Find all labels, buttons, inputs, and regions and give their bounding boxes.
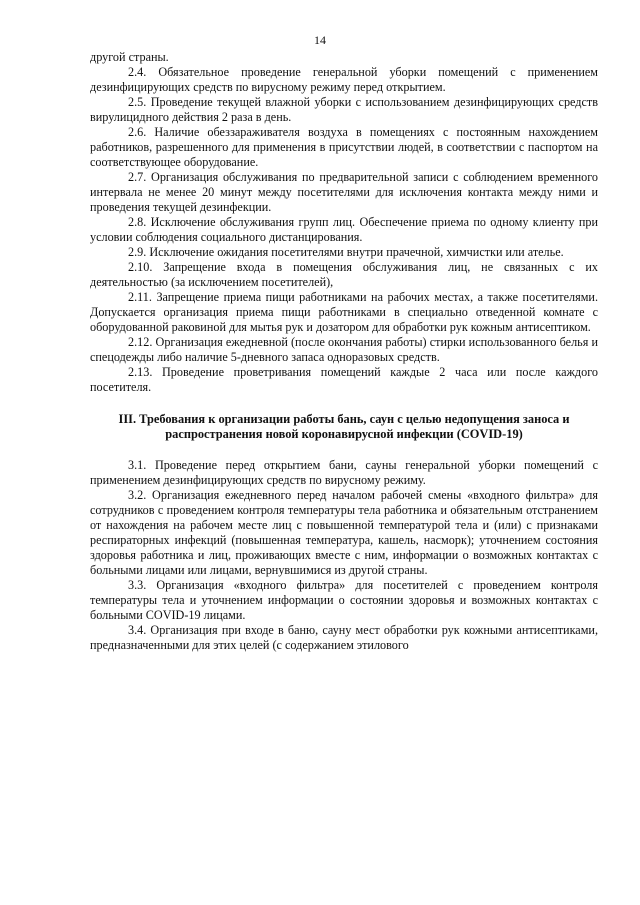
paragraph-2-9: 2.9. Исключение ожидания посетителями внутри прачечной, химчистки или ателье.	[128, 245, 564, 259]
document-body	[90, 50, 598, 653]
paragraph-2-7: 2.7. Организация обслуживания по предварительной записи с соблюдением временного интервала не менее 20 минут между посетителями для исключения контакта между ними и проведения текущей дезинфекции.	[90, 170, 598, 214]
paragraph-3-2: 3.2. Организация ежедневного перед началом рабочей смены «входного фильтра» для сотрудников с проведением контроля температуры тела работника и обязательным отстранением от нахождения на рабочем месте лиц с повышенной температурой тела и (или) с признаками респираторных инфекций (повышенная температура, кашель, насморк); уточнением состояния здоровья работника и лиц, проживающих вместе с ним, информации о возможных контактах с больными лицами или лицами, вернувшимися из другой страны.	[90, 488, 598, 577]
paragraph-2-10: 2.10. Запрещение входа в помещения обслуживания лиц, не связанных с их деятельностью (за исключением посетителей),	[90, 260, 598, 289]
paragraph-2-4: 2.4. Обязательное проведение генеральной уборки помещений с применением дезинфицирующих средств по вирусному режиму перед открытием.	[90, 65, 598, 94]
paragraph-3-1: 3.1. Проведение перед открытием бани, сауны генеральной уборки помещений с применением дезинфицирующих средств по вирусному режиму.	[90, 458, 598, 487]
paragraph-2-13: 2.13. Проведение проветривания помещений каждые 2 часа или после каждого посетителя.	[90, 365, 598, 394]
paragraph-continuation: другой страны.	[90, 50, 169, 64]
section-3-heading: III. Требования к организации работы бань, саун с целью недопущения заноса и распространения новой коронавирусной инфекции (COVID-19)	[118, 412, 570, 441]
paragraph-2-8: 2.8. Исключение обслуживания групп лиц. Обеспечение приема по одному клиенту при условии соблюдения социального дистанцирования.	[90, 215, 598, 244]
paragraph-3-4: 3.4. Организация при входе в баню, сауну мест обработки рук кожными антисептиками, предназначенными для этих целей (с содержанием этилового	[90, 623, 598, 652]
paragraph-2-5: 2.5. Проведение текущей влажной уборки с использованием дезинфицирующих средств вирулицидного действия 2 раза в день.	[90, 95, 598, 124]
paragraph-2-11: 2.11. Запрещение приема пищи работниками на рабочих местах, а также посетителями. Допускается организация приема пищи работниками в специально отведенной комнате с оборудованной раковиной для мытья рук и дозатором для обработки рук кожным антисептиком.	[90, 290, 598, 334]
paragraph-2-12: 2.12. Организация ежедневной (после окончания работы) стирки использованного белья и спецодежды либо наличие 5-дневного запаса одноразовых средств.	[90, 335, 598, 364]
page-number: 14	[314, 33, 326, 47]
paragraph-3-3: 3.3. Организация «входного фильтра» для посетителей с проведением контроля температуры тела и уточнением информации о состоянии здоровья и возможных контактах с больными COVID-19 лицами.	[90, 578, 598, 622]
paragraph-2-6: 2.6. Наличие обеззараживателя воздуха в помещениях с постоянным нахождением работников, разрешенного для применения в присутствии людей, в соответствии с паспортом на соответствующее оборудование.	[90, 125, 598, 169]
